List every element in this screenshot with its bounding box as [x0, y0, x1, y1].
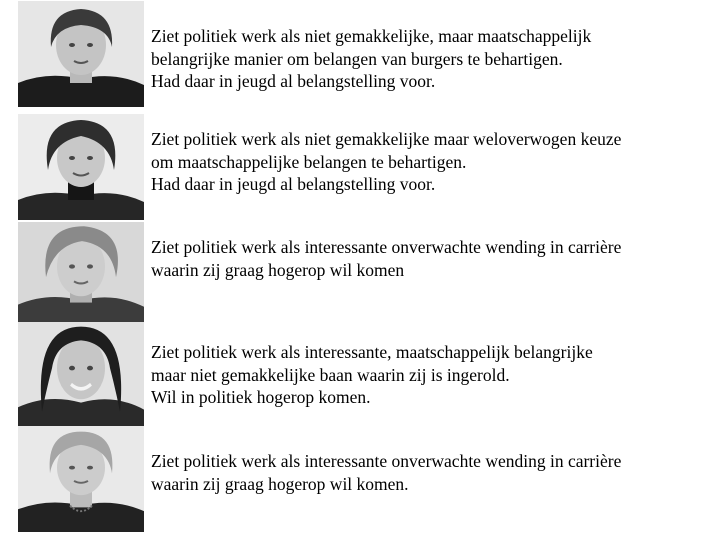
description-1: [151, 25, 711, 93]
description-line: Ziet politiek werk als niet gemakkelijke, maar maatschappelijk: [151, 26, 592, 46]
portrait-photo-3: [18, 222, 144, 328]
description-2: [151, 128, 711, 196]
description-line: Ziet politiek werk als interessante, maatschappelijk belangrijke: [151, 342, 593, 362]
portrait-photo-2: [18, 114, 144, 220]
portrait-photo-1: [18, 1, 144, 107]
description-line: om maatschappelijke belangen te behartigen.: [151, 151, 467, 172]
description-4: [151, 341, 711, 409]
description-line: Had daar in jeugd al belangstelling voor.: [151, 174, 436, 194]
description-line: maar niet gemakkelijke baan waarin zij is ingerold.: [151, 364, 510, 385]
description-line: Ziet politiek werk als interessante onverwachte wending in carrière: [151, 451, 622, 471]
description-line: waarin zij graag hogerop wil komen: [151, 259, 405, 280]
description-5: [151, 450, 711, 495]
description-line: Ziet politiek werk als niet gemakkelijke maar weloverwogen keuze: [151, 129, 622, 149]
portrait-photo-4: [18, 322, 144, 428]
portrait-photo-5: [18, 426, 144, 532]
description-line: waarin zij graag hogerop wil komen.: [151, 473, 409, 494]
description-3: [151, 236, 711, 281]
description-line: Ziet politiek werk als interessante onverwachte wending in carrière: [151, 237, 622, 257]
description-line: belangrijke manier om belangen van burgers te behartigen.: [151, 48, 563, 69]
description-line: Had daar in jeugd al belangstelling voor.: [151, 71, 436, 91]
description-line: Wil in politiek hogerop komen.: [151, 387, 371, 407]
